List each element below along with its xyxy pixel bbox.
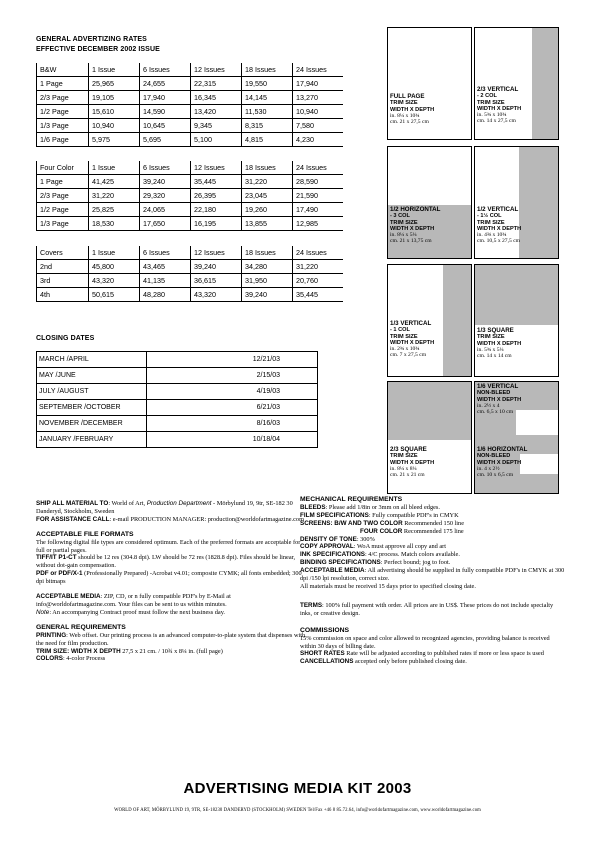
assistance-label: FOR ASSISTANCE CALL bbox=[36, 515, 110, 523]
terms-label: TERMS bbox=[300, 601, 323, 609]
issue-months: JULY /AUGUST bbox=[37, 384, 147, 400]
row-label: 2nd bbox=[37, 260, 89, 274]
table-row bbox=[37, 416, 318, 432]
ad-size-inches: in. 8¼ x 5¼ bbox=[390, 232, 417, 239]
ad-size-inches: in. 8¼ x 8¼ bbox=[390, 465, 417, 472]
footer-contact: WORLD OF ART, MÖRBYLUND 19, 9TR, SE-18230 DANDERYD (STOCKHOLM) SWEDEN Tel/Fax +46 8 85.72.64, info@worldofartmagazine.com, www.worldofartmagazine.com bbox=[114, 808, 481, 813]
ad-title: 1/2 VERTICAL bbox=[477, 206, 519, 213]
copy-approval-text: : WoA must approve all copy and art bbox=[353, 543, 447, 551]
printing-label: PRINTING bbox=[36, 631, 67, 639]
file-formats-text: The following digital file types are considered optimum. Each of the preferred formats are acceptable for full or partial pages. bbox=[36, 538, 301, 554]
ad-area-1-3-vertical bbox=[443, 265, 471, 376]
ad-size-type: TRIM SIZE bbox=[477, 334, 505, 341]
rate-cell: 14,145 bbox=[242, 91, 293, 105]
tiff-text: should be 12 res (304.8 dpi). LW should be 72 res (1828.8 dpi). Files should be linear, without dot-gain compensation. bbox=[36, 554, 296, 570]
column-header: 18 Issues bbox=[242, 161, 293, 175]
ad-label-1-3-square bbox=[477, 328, 521, 359]
column-header: 6 Issues bbox=[140, 161, 191, 175]
column-header: 6 Issues bbox=[140, 63, 191, 77]
rate-cell: 25,965 bbox=[89, 77, 140, 91]
ad-size-cm: cm. 10,5 x 27,5 cm bbox=[477, 238, 521, 245]
ad-size-type: NON-BLEED bbox=[477, 390, 511, 397]
closing-dates-table bbox=[36, 351, 318, 448]
ad-size-type: TRIM SIZE bbox=[390, 333, 418, 340]
table-row bbox=[37, 133, 344, 147]
rate-cell: 28,590 bbox=[293, 175, 344, 189]
file-formats-title: ACCEPTABLE FILE FORMATS bbox=[36, 530, 134, 538]
ad-title: 1/6 HORIZONTAL bbox=[477, 446, 528, 453]
ad-columns: - 1½ COL bbox=[477, 213, 502, 220]
closing-date: 8/16/03 bbox=[147, 416, 318, 432]
ad-label-1-6-horizontal bbox=[477, 447, 527, 478]
rate-cell: 48,280 bbox=[140, 288, 191, 302]
ad-size-inches: in. 4⅜ x 10¾ bbox=[477, 232, 507, 239]
table-row bbox=[37, 189, 344, 203]
film-text: : Fully compatible PDF's in CMYK bbox=[368, 511, 459, 519]
column-header: 18 Issues bbox=[242, 63, 293, 77]
binding-label: BINDING SPECIFICATIONS bbox=[300, 559, 381, 567]
rate-cell: 5,975 bbox=[89, 133, 140, 147]
ad-size-inches: in. 2¾ x 10¾ bbox=[390, 346, 420, 353]
ad-size-cm: cm. 7 x 27,5 cm bbox=[390, 352, 427, 359]
rate-cell: 35,445 bbox=[293, 288, 344, 302]
column-header: 1 Issue bbox=[89, 161, 140, 175]
rate-cell: 8,315 bbox=[242, 119, 293, 133]
trim-size-text: 27,5 x 21 cm. / 10¾ x 8¼ in. (full page) bbox=[120, 647, 223, 655]
note-text: : An accompanying Contract proof must follow the next business day. bbox=[49, 608, 226, 616]
media-label: ACCEPTABLE MEDIA bbox=[36, 593, 101, 601]
issue-months: JANUARY /FEBRUARY bbox=[37, 432, 147, 448]
column-header: 24 Issues bbox=[293, 63, 344, 77]
rate-cell: 12,985 bbox=[293, 217, 344, 231]
ad-dimension-label: WIDTH X DEPTH bbox=[390, 106, 435, 113]
ad-area-2-3-vertical bbox=[532, 28, 558, 139]
ad-dimension-label: WIDTH X DEPTH bbox=[390, 339, 435, 346]
table-header-row bbox=[37, 161, 344, 175]
issue-months: NOVEMBER /DECEMBER bbox=[37, 416, 147, 432]
ad-columns: - 2 COL bbox=[477, 93, 497, 100]
issue-months: MARCH /APRIL bbox=[37, 352, 147, 368]
production-info-column bbox=[36, 500, 306, 663]
ink-text: : 4/C process. Match colors available. bbox=[364, 551, 460, 559]
ship-text: : World of Art, bbox=[108, 500, 147, 507]
ad-label-1-2-horizontal bbox=[390, 207, 440, 245]
rate-cell: 22,315 bbox=[191, 77, 242, 91]
rate-cell: 43,320 bbox=[89, 274, 140, 288]
column-header: 24 Issues bbox=[293, 161, 344, 175]
ad-dimension-label: WIDTH X DEPTH bbox=[477, 396, 522, 403]
acceptable-media-text: : All advertising should be supplied in fully compatible PDF's in CMYK at 300 dpi /150 lpi resolution, correct size. bbox=[300, 567, 565, 583]
ad-size-type: TRIM SIZE bbox=[390, 219, 418, 226]
note-label: Note bbox=[36, 608, 50, 616]
printing-text: : Web offset. Our printing process is an advanced computer-to-plate system that dispenses with the need for film production. bbox=[36, 631, 306, 647]
rate-cell: 35,445 bbox=[191, 175, 242, 189]
bleeds-text: : Please add 1/8in or 3mm on all bleed edges. bbox=[325, 503, 440, 511]
row-label: 1 Page bbox=[37, 77, 89, 91]
column-header: 6 Issues bbox=[140, 246, 191, 260]
closing-dates-title: CLOSING DATES bbox=[36, 335, 95, 342]
ad-dimension-label: WIDTH X DEPTH bbox=[390, 459, 435, 466]
column-header: 18 Issues bbox=[242, 246, 293, 260]
rate-cell: 41,425 bbox=[89, 175, 140, 189]
row-label: 2/3 Page bbox=[37, 189, 89, 203]
column-header: 24 Issues bbox=[293, 246, 344, 260]
table-row bbox=[37, 288, 344, 302]
rate-cell: 16,195 bbox=[191, 217, 242, 231]
ad-dimension-label: WIDTH X DEPTH bbox=[477, 459, 522, 466]
ad-size-inches: in. 2½ x 4 bbox=[477, 402, 500, 409]
rate-cell: 13,270 bbox=[293, 91, 344, 105]
bleeds-label: BLEEDS bbox=[300, 503, 326, 511]
rate-cell: 29,320 bbox=[140, 189, 191, 203]
rate-cell: 13,420 bbox=[191, 105, 242, 119]
rate-cell: 10,645 bbox=[140, 119, 191, 133]
rate-cell: 19,105 bbox=[89, 91, 140, 105]
ad-label-1-3-vertical bbox=[390, 321, 434, 359]
film-label: FILM SPECIFICATIONS bbox=[300, 511, 369, 519]
rate-cell: 24,065 bbox=[140, 203, 191, 217]
rate-cell: 23,045 bbox=[242, 189, 293, 203]
ad-size-cm: cm. 21 x 21 cm bbox=[390, 472, 425, 479]
page-title: ADVERTISING MEDIA KIT 2003 bbox=[183, 780, 412, 797]
ad-size-type: TRIM SIZE bbox=[477, 99, 505, 106]
media-text: : ZIP, CD, or n fully compatible PDF's by E-Mail at info@worldofartmagazine.com. Your files can be sent to us within minutes. bbox=[36, 593, 231, 608]
rate-cell: 17,940 bbox=[293, 77, 344, 91]
rate-cell: 19,550 bbox=[242, 77, 293, 91]
ad-area-1-2-vertical bbox=[519, 147, 558, 258]
closing-date: 2/15/03 bbox=[147, 368, 318, 384]
terms-text: : 100% full payment with order. All prices are in US$. These prices do not include specialty inks, or creative design. bbox=[300, 601, 554, 617]
ad-size-type: TRIM SIZE bbox=[390, 453, 418, 460]
ad-size-cm: cm. 14 x 27,5 cm bbox=[477, 118, 516, 125]
table-header-row bbox=[37, 63, 344, 77]
ship-department: Production Department bbox=[146, 500, 212, 507]
rate-cell: 7,580 bbox=[293, 119, 344, 133]
issue-months: SEPTEMBER /OCTOBER bbox=[37, 400, 147, 416]
rate-cell: 5,695 bbox=[140, 133, 191, 147]
rates-effective-date: EFFECTIVE DECEMBER 2002 ISSUE bbox=[36, 46, 160, 53]
rate-cell: 10,940 bbox=[89, 119, 140, 133]
row-label: 1/2 Page bbox=[37, 105, 89, 119]
rate-cell: 31,220 bbox=[242, 175, 293, 189]
column-header: B&W bbox=[37, 63, 89, 77]
rate-cell: 14,590 bbox=[140, 105, 191, 119]
rate-cell: 45,800 bbox=[89, 260, 140, 274]
ad-area-2-3-square bbox=[388, 382, 471, 440]
cancellations-text: accepted only before published closing date. bbox=[353, 658, 467, 666]
rates-heading: GENERAL ADVERTIZING RATES bbox=[36, 36, 147, 43]
closing-date: 6/21/03 bbox=[147, 400, 318, 416]
column-header: Four Color bbox=[37, 161, 89, 175]
ad-title: 1/6 VERTICAL bbox=[477, 383, 519, 390]
table-row bbox=[37, 260, 344, 274]
ad-size-cm: cm. 10 x 6,5 cm bbox=[477, 472, 514, 479]
rate-cell: 11,530 bbox=[242, 105, 293, 119]
column-header: Covers bbox=[37, 246, 89, 260]
density-text: : 300% bbox=[356, 535, 375, 543]
column-header: 12 Issues bbox=[191, 161, 242, 175]
ad-size-inches: in. 8¼ x 10¾ bbox=[390, 112, 420, 119]
rate-cell: 9,345 bbox=[191, 119, 242, 133]
table-row bbox=[37, 91, 344, 105]
ad-title: 2/3 SQUARE bbox=[390, 446, 427, 453]
table-row bbox=[37, 274, 344, 288]
rate-cell: 4,230 bbox=[293, 133, 344, 147]
ad-title: 1/3 VERTICAL bbox=[390, 320, 432, 327]
mechanical-requirements-title: MECHANICAL REQUIREMENTS bbox=[300, 496, 403, 503]
rate-cell: 31,220 bbox=[293, 260, 344, 274]
rate-cell: 4,815 bbox=[242, 133, 293, 147]
rate-cell: 31,220 bbox=[89, 189, 140, 203]
closing-date: 4/19/03 bbox=[147, 384, 318, 400]
column-header: 1 Issue bbox=[89, 63, 140, 77]
four-color-text: Recommended 175 line bbox=[402, 527, 464, 535]
ad-area-1-3-square bbox=[475, 265, 558, 325]
short-rates-label: SHORT RATES bbox=[300, 650, 345, 658]
ad-label-2-3-square bbox=[390, 447, 434, 478]
row-label: 2/3 Page bbox=[37, 91, 89, 105]
rate-cell: 36,615 bbox=[191, 274, 242, 288]
table-header-row bbox=[37, 246, 344, 260]
rate-cell: 21,590 bbox=[293, 189, 344, 203]
table-row bbox=[37, 352, 318, 368]
ad-label-2-3-vertical bbox=[477, 87, 521, 125]
rate-cell: 34,280 bbox=[242, 260, 293, 274]
ad-dimension-label: WIDTH X DEPTH bbox=[477, 340, 522, 347]
ad-size-type: TRIM SIZE bbox=[477, 219, 505, 226]
closing-date: 12/21/03 bbox=[147, 352, 318, 368]
commissions-title: COMMISSIONS bbox=[300, 626, 350, 634]
cancellations-label: CANCELLATIONS bbox=[300, 658, 354, 666]
assistance-text: : e-mail PRODUCTION MANAGER: production@worldofartmagazine.com bbox=[109, 515, 304, 523]
materials-deadline-text: All materials must be received 15 days prior to specified closing date. bbox=[300, 582, 476, 590]
rate-cell: 13,855 bbox=[242, 217, 293, 231]
column-header: 12 Issues bbox=[191, 63, 242, 77]
copy-approval-label: COPY APPROVAL bbox=[300, 543, 354, 551]
rate-cell: 17,490 bbox=[293, 203, 344, 217]
ad-label-1-2-vertical bbox=[477, 207, 521, 245]
row-label: 1/3 Page bbox=[37, 119, 89, 133]
ad-size-cm: cm. 21 x 27,5 cm bbox=[390, 119, 429, 126]
screens-text: Recommended 150 line bbox=[402, 519, 465, 527]
rate-cell: 17,650 bbox=[140, 217, 191, 231]
ad-title: 2/3 VERTICAL bbox=[477, 86, 519, 93]
rate-cell: 24,655 bbox=[140, 77, 191, 91]
ad-title: 1/3 SQUARE bbox=[477, 327, 514, 334]
ad-size-type: TRIM SIZE bbox=[390, 100, 418, 107]
short-rates-text: Rate will be adjusted according to published rates if more or less space is used bbox=[344, 650, 544, 658]
rate-cell: 17,940 bbox=[140, 91, 191, 105]
column-header: 1 Issue bbox=[89, 246, 140, 260]
table-row bbox=[37, 368, 318, 384]
binding-text: : Perfect bound; jog to foot. bbox=[380, 559, 451, 567]
row-label: 3rd bbox=[37, 274, 89, 288]
ad-columns: - 3 COL bbox=[390, 213, 410, 220]
commissions-text: 15% commission on space and color allowed to recognized agencies, providing balance is received within 30 days of billing date. bbox=[300, 634, 550, 650]
table-row bbox=[37, 119, 344, 133]
rate-cell: 39,240 bbox=[140, 175, 191, 189]
ad-area-1-6-vertical-slot bbox=[516, 410, 558, 435]
rate-cell: 20,760 bbox=[293, 274, 344, 288]
row-label: 4th bbox=[37, 288, 89, 302]
row-label: 1/3 Page bbox=[37, 217, 89, 231]
rate-cell: 22,180 bbox=[191, 203, 242, 217]
ad-label-full-page bbox=[390, 94, 434, 125]
row-label: 1/2 Page bbox=[37, 203, 89, 217]
table-row bbox=[37, 400, 318, 416]
ship-address: - Mörbylund 19, 9tr, SE-182 30 Danderyd, Stockholm, Sweden bbox=[36, 500, 293, 515]
ad-label-1-6-vertical bbox=[477, 384, 521, 415]
ad-size-type: NON-BLEED bbox=[477, 453, 511, 460]
rate-cell: 39,240 bbox=[191, 260, 242, 274]
row-label: 1 Page bbox=[37, 175, 89, 189]
rate-cell: 39,240 bbox=[242, 288, 293, 302]
general-requirements-title: GENERAL REQUIREMENTS bbox=[36, 623, 126, 631]
rate-cell: 16,345 bbox=[191, 91, 242, 105]
ad-dimension-label: WIDTH X DEPTH bbox=[390, 225, 435, 232]
closing-date: 10/18/04 bbox=[147, 432, 318, 448]
colors-label: COLORS bbox=[36, 655, 63, 663]
pdf-label: PDF or PDF/X-1 bbox=[36, 570, 83, 578]
rate-table-bw bbox=[36, 63, 343, 147]
rate-cell: 43,320 bbox=[191, 288, 242, 302]
acceptable-media-label: ACCEPTABLE MEDIA bbox=[300, 567, 365, 575]
rate-cell: 5,100 bbox=[191, 133, 242, 147]
tiff-label: TIFF/IT P1-CT bbox=[36, 554, 77, 562]
table-row bbox=[37, 105, 344, 119]
column-header: 12 Issues bbox=[191, 246, 242, 260]
four-color-label: FOUR COLOR bbox=[360, 527, 403, 535]
ad-dimension-label: WIDTH X DEPTH bbox=[477, 225, 522, 232]
trim-size-label: TRIM SIZE: WIDTH X DEPTH bbox=[36, 647, 121, 655]
colors-text: : 4-color Process bbox=[62, 655, 106, 663]
table-row bbox=[37, 432, 318, 448]
ad-title: 1/2 HORIZONTAL bbox=[390, 206, 441, 213]
ad-size-cm: cm. 14 x 14 cm bbox=[477, 353, 512, 360]
ad-size-inches: in. 4 x 2½ bbox=[477, 465, 500, 472]
table-row bbox=[37, 384, 318, 400]
rate-cell: 18,530 bbox=[89, 217, 140, 231]
table-row bbox=[37, 175, 344, 189]
ad-size-inches: in. 5¾ x 5¼ bbox=[477, 346, 504, 353]
pdf-text: (Professionally Prepared) -Acrobat v4.01; composite CYMK; all fonts embedded; 300 dpi bitmaps bbox=[36, 570, 302, 586]
rate-cell: 25,825 bbox=[89, 203, 140, 217]
rate-cell: 15,610 bbox=[89, 105, 140, 119]
row-label: 1/6 Page bbox=[37, 133, 89, 147]
ink-label: INK SPECIFICATIONS bbox=[300, 551, 365, 559]
screens-label: SCREENS: B/W AND TWO COLOR bbox=[300, 519, 403, 527]
rate-cell: 43,465 bbox=[140, 260, 191, 274]
ad-columns: - 1 COL bbox=[390, 327, 410, 334]
table-row bbox=[37, 77, 344, 91]
ad-title: FULL PAGE bbox=[390, 93, 425, 100]
ad-size-inches: in. 5¾ x 10¾ bbox=[477, 112, 507, 119]
issue-months: MAY /JUNE bbox=[37, 368, 147, 384]
density-label: DENSITY OF TONE bbox=[300, 535, 357, 543]
rate-cell: 26,395 bbox=[191, 189, 242, 203]
ad-size-cm: cm. 21 x 13,75 cm bbox=[390, 238, 432, 245]
ad-size-cm: cm. 6,5 x 10 cm bbox=[477, 409, 514, 416]
table-row bbox=[37, 217, 344, 231]
ship-label: SHIP ALL MATERIAL TO bbox=[36, 500, 109, 507]
rate-cell: 10,940 bbox=[293, 105, 344, 119]
mechanical-info-column bbox=[300, 496, 565, 666]
table-row bbox=[37, 203, 344, 217]
rate-table-four-color bbox=[36, 161, 343, 231]
rate-cell: 50,615 bbox=[89, 288, 140, 302]
rate-cell: 19,260 bbox=[242, 203, 293, 217]
rate-table-covers bbox=[36, 246, 343, 302]
rate-cell: 41,135 bbox=[140, 274, 191, 288]
rate-cell: 31,950 bbox=[242, 274, 293, 288]
ad-dimension-label: WIDTH X DEPTH bbox=[477, 105, 522, 112]
